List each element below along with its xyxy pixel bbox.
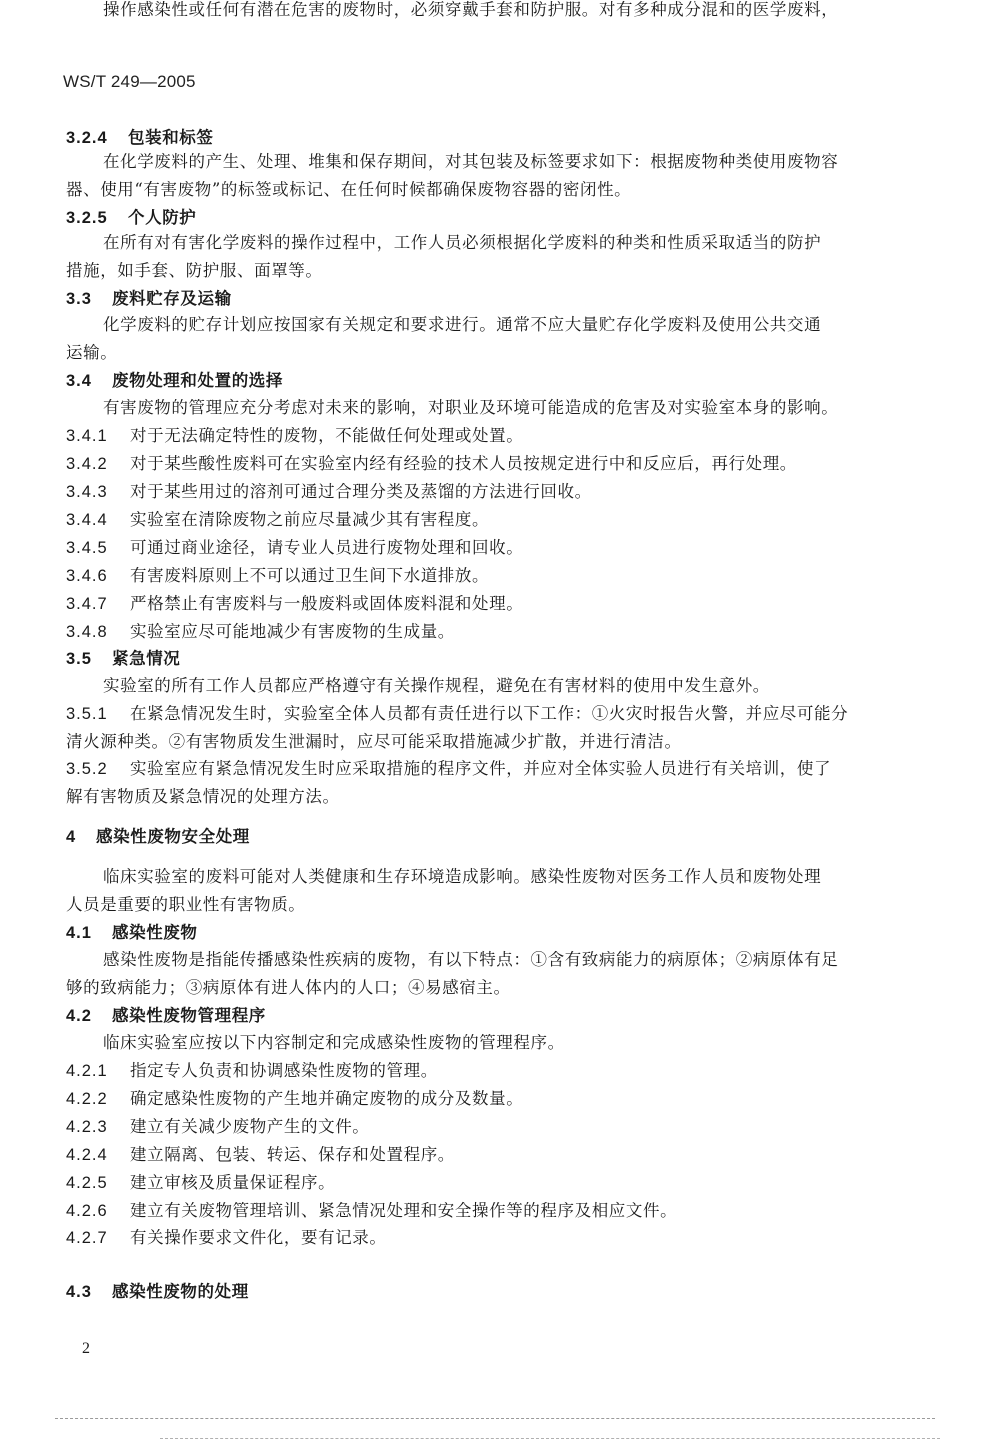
section-number: 4 (66, 828, 77, 846)
paragraph-continuation: 运输。 (66, 343, 118, 362)
paragraph-continuation: 人员是重要的职业性有害物质。 (66, 895, 306, 914)
section-heading: 废物处理和处置的选择 (112, 371, 283, 390)
section-heading: 感染性废物管理程序 (112, 1006, 266, 1025)
clause-text: 实验室应尽可能地减少有害废物的生成量。 (130, 622, 455, 641)
section-heading: 紧急情况 (112, 649, 181, 668)
clause-number: 4.2.2 (66, 1090, 108, 1108)
section-heading: 废料贮存及运输 (112, 289, 232, 308)
clause-number: 3.4.1 (66, 427, 108, 445)
paragraph-text: 化学废料的贮存计划应按国家有关规定和要求进行。通常不应大量贮存化学废料及使用公共交通 (103, 315, 822, 334)
clause-text: 确定感染性废物的产生地并确定废物的成分及数量。 (130, 1089, 524, 1108)
paragraph-text: 临床实验室应按以下内容制定和完成感染性废物的管理程序。 (103, 1033, 565, 1052)
section-heading: 个人防护 (128, 208, 197, 227)
clause-number: 4.2.6 (66, 1202, 108, 1220)
footer-rule-secondary (160, 1438, 940, 1439)
clause-text: 实验室在清除废物之前应尽量减少其有害程度。 (130, 510, 490, 529)
paragraph-continuation: 清火源种类。②有害物质发生泄漏时，应尽可能采取措施减少扩散，并进行清洁。 (66, 732, 682, 751)
clause-text: 对于某些酸性废料可在实验室内经有经验的技术人员按规定进行中和反应后，再行处理。 (130, 454, 797, 473)
section-number: 3.2.4 (66, 129, 108, 147)
clause-number: 3.4.7 (66, 595, 108, 613)
section-number: 3.3 (66, 290, 92, 308)
section-number: 3.2.5 (66, 209, 108, 227)
section-heading: 感染性废物 (112, 923, 198, 942)
section-number: 4.1 (66, 924, 92, 942)
clause-number: 4.2.3 (66, 1118, 108, 1136)
section-heading: 感染性废物安全处理 (96, 827, 250, 846)
clause-number: 4.2.5 (66, 1174, 108, 1192)
paragraph-text: 在所有对有害化学废料的操作过程中，工作人员必须根据化学废料的种类和性质采取适当的防护 (103, 233, 822, 252)
clause-number: 3.4.2 (66, 455, 108, 473)
clause-text: 实验室应有紧急情况发生时应采取措施的程序文件，并应对全体实验人员进行有关培训，使了 (130, 759, 832, 778)
clause-number: 4.2.1 (66, 1062, 108, 1080)
footer-rule (55, 1418, 935, 1419)
page-number: 2 (82, 1340, 90, 1357)
paragraph-text: 感染性废物是指能传播感染性疾病的废物，有以下特点：①含有致病能力的病原体；②病原体有足 (103, 950, 839, 969)
clause-text: 可通过商业途径，请专业人员进行废物处理和回收。 (130, 538, 524, 557)
paragraph-text: 在化学废料的产生、处理、堆集和保存期间，对其包装及标签要求如下：根据废物种类使用废物容 (103, 152, 839, 171)
clause-number: 3.5.2 (66, 760, 108, 778)
section-number: 3.4 (66, 372, 92, 390)
clause-text: 对于无法确定特性的废物，不能做任何处理或处置。 (130, 426, 524, 445)
clause-text: 有害废料原则上不可以通过卫生间下水道排放。 (130, 566, 490, 585)
clause-text: 在紧急情况发生时，实验室全体人员都有责任进行以下工作：①火灾时报告火警，并应尽可能分 (130, 704, 849, 723)
section-number: 4.3 (66, 1283, 92, 1301)
clause-number: 3.4.3 (66, 483, 108, 501)
paragraph-text: 临床实验室的废料可能对人类健康和生存环境造成影响。感染性废物对医务工作人员和废物处理 (103, 867, 822, 886)
clause-number: 3.4.8 (66, 623, 108, 641)
section-heading: 包装和标签 (128, 128, 214, 147)
paragraph-continuation: 措施，如手套、防护服、面罩等。 (66, 261, 323, 280)
section-heading: 感染性废物的处理 (112, 1282, 249, 1301)
section-number: 4.2 (66, 1007, 92, 1025)
standard-code: WS/T 249—2005 (63, 72, 196, 91)
clause-text: 严格禁止有害废料与一般废料或固体废料混和处理。 (130, 594, 524, 613)
clause-text: 对于某些用过的溶剂可通过合理分类及蒸馏的方法进行回收。 (130, 482, 592, 501)
paragraph-text: 有害废物的管理应充分考虑对未来的影响，对职业及环境可能造成的危害及对实验室本身的影响。 (103, 398, 839, 417)
clause-text: 建立有关减少废物产生的文件。 (130, 1117, 370, 1136)
clause-number: 3.4.6 (66, 567, 108, 585)
paragraph-text: 实验室的所有工作人员都应严格遵守有关操作规程，避免在有害材料的使用中发生意外。 (103, 676, 770, 695)
clause-number: 3.5.1 (66, 705, 108, 723)
clause-text: 建立有关废物管理培训、紧急情况处理和安全操作等的程序及相应文件。 (130, 1201, 678, 1220)
paragraph-continuation: 够的致病能力；③病原体有进人体内的人口；④易感宿主。 (66, 978, 511, 997)
clause-number: 4.2.7 (66, 1229, 108, 1247)
paragraph-continuation: 器、使用“有害废物”的标签或标记、在任何时候都确保废物容器的密闭性。 (66, 180, 632, 199)
clause-number: 3.4.4 (66, 511, 108, 529)
clause-text: 有关操作要求文件化，要有记录。 (130, 1228, 387, 1247)
clause-number: 3.4.5 (66, 539, 108, 557)
clause-text: 建立隔离、包装、转运、保存和处置程序。 (130, 1145, 455, 1164)
section-number: 3.5 (66, 650, 92, 668)
paragraph-text: 操作感染性或任何有潜在危害的废物时，必须穿戴手套和防护服。对有多种成分混和的医学废料， (103, 0, 839, 19)
clause-number: 4.2.4 (66, 1146, 108, 1164)
clause-text: 指定专人负责和协调感染性废物的管理。 (130, 1061, 438, 1080)
paragraph-continuation: 解有害物质及紧急情况的处理方法。 (66, 787, 340, 806)
clause-text: 建立审核及质量保证程序。 (130, 1173, 336, 1192)
